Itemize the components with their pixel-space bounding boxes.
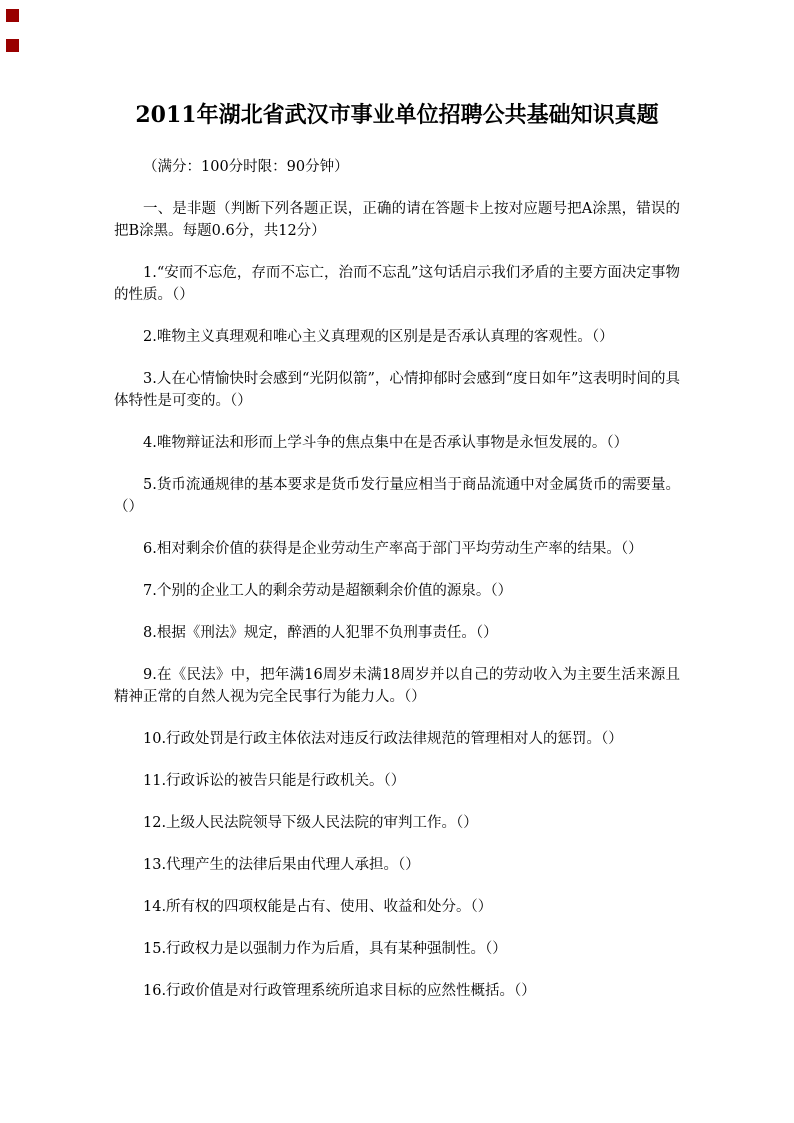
question-9: 9.在《民法》中，把年满16周岁未满18周岁并以自己的劳动收入为主要生活来源且精神正常的自然人视为完全民事行为能力人。（） — [114, 667, 680, 705]
exam-score-time-line: （满分：100分时限：90分钟） — [143, 159, 349, 175]
question-2: 2.唯物主义真理观和唯心主义真理观的区别是是否承认真理的客观性。（） — [143, 329, 614, 345]
section-header-true-false: 一、是非题（判断下列各题正误，正确的请在答题卡上按对应题号把A涂黑，错误的把B涂黑。每题0.6分，共12分） — [114, 201, 680, 239]
question-6: 6.相对剩余价值的获得是企业劳动生产率高于部门平均劳动生产率的结果。（） — [143, 541, 643, 557]
red-square-marker-top — [6, 9, 19, 22]
question-5: 5.货币流通规律的基本要求是货币发行量应相当于商品流通中对金属货币的需要量。（） — [114, 477, 680, 515]
question-8: 8.根据《刑法》规定，醉酒的人犯罪不负刑事责任。（） — [143, 625, 498, 641]
question-16: 16.行政价值是对行政管理系统所追求目标的应然性概括。（） — [143, 983, 536, 999]
question-10: 10.行政处罚是行政主体依法对违反行政法律规范的管理相对人的惩罚。（） — [143, 731, 623, 747]
question-4: 4.唯物辩证法和形而上学斗争的焦点集中在是否承认事物是永恒发展的。（） — [143, 435, 629, 451]
question-14: 14.所有权的四项权能是占有、使用、收益和处分。（） — [143, 899, 493, 915]
question-1: 1.“安而不忘危，存而不忘亡，治而不忘乱”这句话启示我们矛盾的主要方面决定事物的性质。（） — [114, 265, 680, 303]
document-title: 2011年湖北省武汉市事业单位招聘公共基础知识真题 — [135, 102, 659, 128]
question-13: 13.代理产生的法律后果由代理人承担。（） — [143, 857, 420, 873]
question-7: 7.个别的企业工人的剩余劳动是超额剩余价值的源泉。（） — [143, 583, 513, 599]
question-3: 3.人在心情愉快时会感到“光阴似箭”，心情抑郁时会感到“度日如年”这表明时间的具体特性是可变的。（） — [114, 371, 680, 409]
red-square-marker-bottom — [6, 39, 19, 52]
question-12: 12.上级人民法院领导下级人民法院的审判工作。（） — [143, 815, 478, 831]
question-15: 15.行政权力是以强制力作为后盾，具有某种强制性。（） — [143, 941, 507, 957]
question-11: 11.行政诉讼的被告只能是行政机关。（） — [143, 773, 406, 789]
